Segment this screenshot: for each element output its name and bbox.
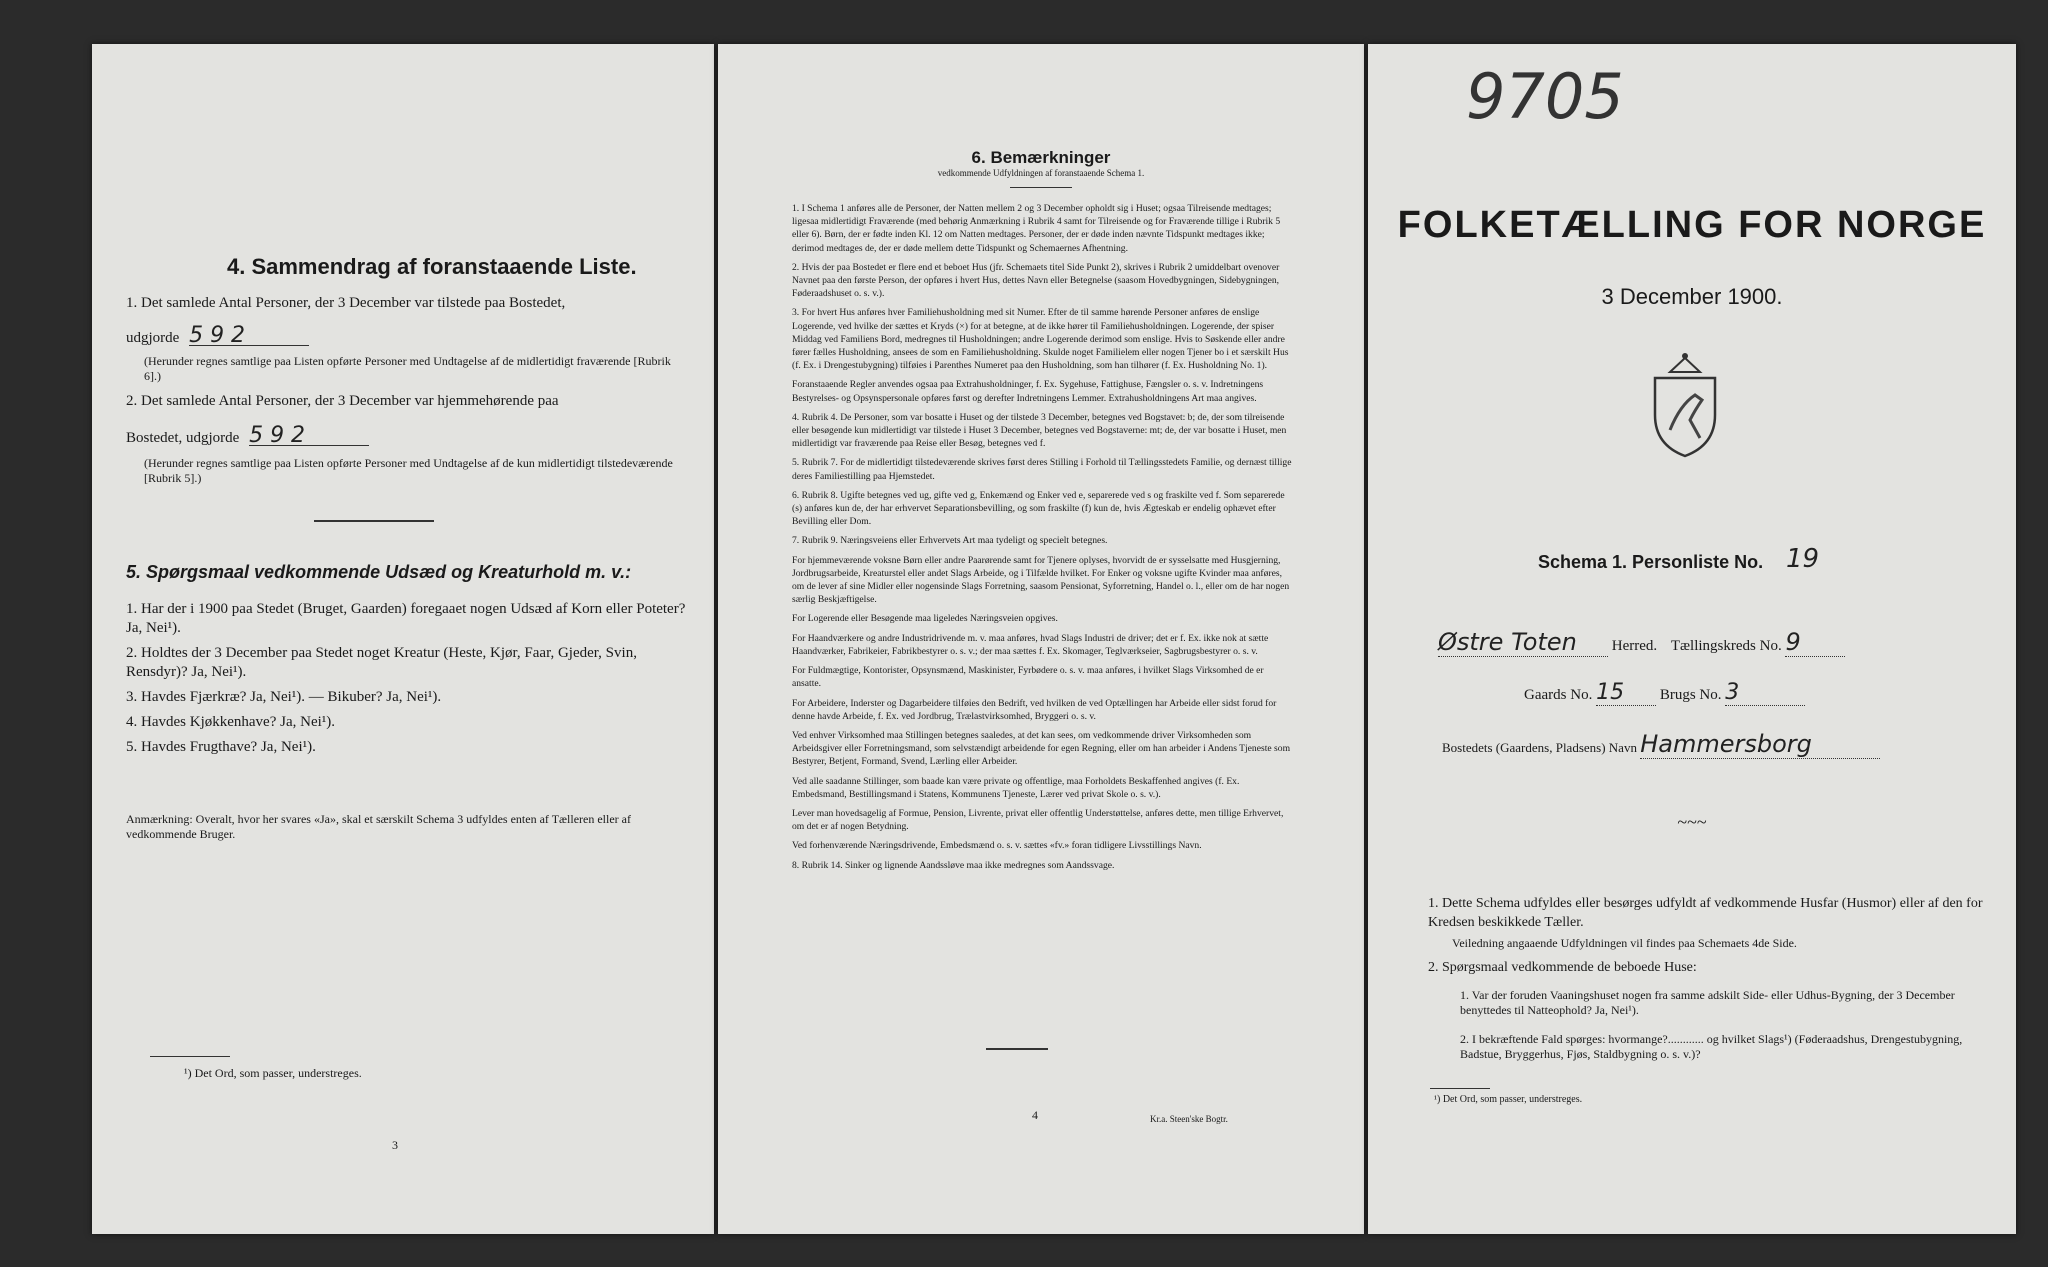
schema-label: Schema 1. Personliste No. xyxy=(1538,552,1764,572)
remark-3b: Foranstaaende Regler anvendes ogsaa paa Extrahusholdninger, f. Ex. Sygehuse, Fattighuse, Fængsler o. s. v. Indretningens Bestyrelses- og Opsynspersonale opføres først og derefter Indretningens Lemmer. Extrahusholdningens Art maa angives. xyxy=(792,379,1264,404)
remark-5: 5. Rubrik 7. For de midlertidigt tilstedeværende skrives først deres Stilling i Forhold til Tællingsstedets Familie, og dernæst tillige deres Familiestilling paa Hjemstedet. xyxy=(792,457,1292,482)
bosted-value: Hammersborg xyxy=(1640,730,1880,759)
coat-of-arms-icon xyxy=(1640,350,1730,460)
q1-udgjorde-label: udgjorde xyxy=(126,330,180,346)
right-item-2: 2. Spørgsmaal vedkommende de beboede Huse: xyxy=(1428,960,1697,975)
remark-2: 2. Hvis der paa Bostedet er flere end et beboet Hus (jfr. Schemaets titel Side Punkt 2), skrives i Rubrik 2 umiddelbart ovenover Navnet paa den første Person, der opføres i hvert Hus, dettes Navn eller Betegnelse (saasom Hovedbygningen, Sidebygningen, Føderaadshuset o. s. v.). xyxy=(792,261,1280,300)
right-footnote-rule xyxy=(1430,1088,1490,1089)
remarks-list xyxy=(792,202,1292,878)
q1-text: 1. Det samlede Antal Personer, der 3 December var tilstede paa Bostedet, xyxy=(126,295,566,311)
remarks-title: 6. Bemærkninger xyxy=(971,148,1111,167)
herred-label: Herred. xyxy=(1611,638,1658,654)
footnote-rule xyxy=(150,1056,230,1057)
brugs-label: Brugs No. xyxy=(1659,687,1722,703)
q1-note: (Herunder regnes samtlige paa Listen opførte Personer med Undtagelse af de midlertidigt fraværende [Rubrik 6].) xyxy=(144,354,671,383)
remark-7c: For Haandværkere og andre Industridrivende m. v. maa anføres, hvad Slags Industri de driver; det er f. Ex. ikke nok at sætte Haandværker, Fabrikeier, Fabrikbestyrer o. s. v.; der maa sættes f. Ex. Skomager, Teglværkseier, Sagbrugsbestyrer o. s. v. xyxy=(792,632,1269,657)
census-date: 3 December 1900. xyxy=(1601,284,1783,309)
main-title: FOLKETÆLLING FOR NORGE xyxy=(1397,204,1987,246)
herred-value: Østre Toten xyxy=(1438,628,1608,657)
q5-item-2: 2. Holdtes der 3 December paa Stedet noget Kreatur (Heste, Kjør, Faar, Gjeder, Svin, Rensdyr)? Ja, Nei¹). xyxy=(126,645,637,680)
remark-7: 7. Rubrik 9. Næringsveiens eller Erhvervets Art maa tydeligt og specielt betegnes. xyxy=(792,535,1108,547)
middle-page xyxy=(718,44,1364,1234)
right-page xyxy=(1368,44,2016,1234)
remark-7f: Ved enhver Virksomhed maa Stillingen betegnes saaledes, at det kan sees, om vedkommende driver Virksomheden som Arbeidsgiver eller Forretningsmand, som selvstændigt arbeidende for egen Regning, eller om han arbeider i Andens Tjeneste som Bestyrer, Betjent, Formand, Svend, Lærling eller Arbeider. xyxy=(792,729,1291,768)
remark-7a: For hjemmeværende voksne Børn eller andre Paarørende samt for Tjenere oplyses, hvorvidt de er sysselsatte med Husgjerning, Jordbrugsarbeide, Kreaturstel eller andet Slags Arbeide, og i Tilfælde hvilket. For Enker og voksne ugifte Kvinder maa anføres, om de lever af sine Midler eller nogensinde Slags Forretning, saasom Pensionat, Syforretning, Handel o. l., eller om de har nogen særlig Beskjæftigelse. xyxy=(792,554,1290,606)
q2-bostedet-label: Bostedet, udgjorde xyxy=(126,430,240,446)
remark-7h: Lever man hovedsagelig af Formue, Pension, Livrente, privat eller offentlig Understøttelse, anføres dette, men tillige Erhvervet, om det er af nogen Betydning. xyxy=(792,807,1284,833)
remark-7b: For Logerende eller Besøgende maa ligeledes Næringsveien opgives. xyxy=(792,613,1058,625)
handwritten-number: 9705 xyxy=(1466,60,1624,133)
gaards-value: 15 xyxy=(1596,680,1656,706)
divider xyxy=(314,520,434,522)
right-sub-2: 2. I bekræftende Fald spørges: hvormange?............ og hvilket Slags¹) (Føderaadshus, Drengestubygning, Badstue, Bryggerhus, Fjøs, Staldbygning o. s. v.)? xyxy=(1460,1032,1963,1061)
remarks-subtitle: vedkommende Udfyldningen af foranstaaende Schema 1. xyxy=(937,168,1145,178)
q1-value: 5 9 2 xyxy=(189,326,309,346)
remark-1: 1. I Schema 1 anføres alle de Personer, der Natten mellem 2 og 3 December opholdt sig i Huset; ogsaa Tilreisende medtages; ligesaa midlertidigt Fraværende (med behørig Anmærkning i Rubrik 4 samt for Tilreisende og for Fraværende tillige i Rubrik 5 eller 6). Børn, der er fødte inden Kl. 12 om Natten medtages. Personer, der er døde inden nævnte Tidspunkt medtages ikke; derimod medtages de, der er døde mellem dette Tidspunkt og Schemaernes Afhentning. xyxy=(792,203,1281,254)
q2-note: (Herunder regnes samtlige paa Listen opførte Personer med Undtagelse af de kun midlertidigt tilstedeværende [Rubrik 5].) xyxy=(144,456,673,485)
remark-7e: For Arbeidere, Inderster og Dagarbeidere tilføies den Bedrift, ved hvilken de ved Optællingen har Arbeide eller sidst forud for denne havde Arbeide, f. Ex. ved Jordbrug, Trælastvirksomhed, Bryggeri o. s. v. xyxy=(792,697,1277,722)
q5-item-3: 3. Havdes Fjærkræ? Ja, Nei¹). — Bikuber? Ja, Nei¹). xyxy=(126,689,442,705)
herred-row xyxy=(1438,628,1998,657)
ornament: ~~~ xyxy=(1677,812,1707,832)
q2-value: 5 9 2 xyxy=(249,426,369,446)
anmaerkning: Anmærkning: Overalt, hvor her svares «Ja», skal et særskilt Schema 3 udfyldes enten af Tælleren eller af vedkommende Bruger. xyxy=(126,812,631,841)
remark-6: 6. Rubrik 8. Ugifte betegnes ved ug, gifte ved g, Enkemænd og Enker ved e, separerede ved s og fraskilte ved f. Som separerede (s) anføres kun de, der har erhvervet Separationsbevilling, og som fraskilte (f) kun de, hvis Ægteskab er endelig ophævet efter Bevilling eller Dom. xyxy=(792,489,1285,528)
brugs-value: 3 xyxy=(1725,680,1805,706)
q5-item-1: 1. Har der i 1900 paa Stedet (Bruget, Gaarden) foregaaet nogen Udsæd af Korn eller Poteter? Ja, Nei¹). xyxy=(126,601,686,636)
q2-text: 2. Det samlede Antal Personer, der 3 December var hjemmehørende paa xyxy=(126,393,559,409)
page-number-4: 4 xyxy=(1032,1108,1038,1122)
end-rule xyxy=(986,1048,1048,1050)
right-footnote: ¹) Det Ord, som passer, understreges. xyxy=(1434,1094,1583,1105)
remark-7d: For Fuldmægtige, Kontorister, Opsynsmænd, Maskinister, Fyrbødere o. s. v. maa anføres, i hvilket Slags Virksomhed de er ansatte. xyxy=(792,665,1264,690)
remark-3: 3. For hvert Hus anføres hver Familiehusholdning med sit Numer. Efter de til samme hørende Personer anføres de enslige Logerende, ved hvilke der sættes et Kryds (×) for at betegne, at de ikke hører til Familiehusholdningen. Logerende, der spiser Middag ved Familiens Bord, medregnes til Husholdningen; andre Logerende derimod som enslige. Hvis to Søskende eller andre fører fælles Husholdning, ansees de som en Familiehusholdning. Skulde noget Familielem eller nogen Tjener bo i et særskilt Hus (f. Ex. i Drengestubygning) tilføies i Parenthes Numeret paa den Husholdning, som han tilhører (f. Ex. Husholdning No. 1). xyxy=(792,307,1289,372)
right-item-1-note: Veiledning angaaende Udfyldningen vil findes paa Schemaets 4de Side. xyxy=(1452,936,1797,950)
remark-8: 8. Rubrik 14. Sinker og lignende Aandssløve maa ikke medregnes som Aandssvage. xyxy=(792,859,1115,871)
gaards-label: Gaards No. xyxy=(1524,687,1593,703)
bosted-row xyxy=(1442,730,1880,759)
left-page xyxy=(92,44,714,1234)
right-item-1: 1. Dette Schema udfyldes eller besørges udfyldt af vedkommende Husfar (Husmor) eller af den for Kredsen beskikkede Tæller. xyxy=(1428,896,1983,930)
kreds-label: Tællingskreds No. xyxy=(1670,638,1782,654)
remark-7g: Ved alle saadanne Stillinger, som baade kan være private og offentlige, maa Forholdets Beskaffenhed angives (f. Ex. Embedsmand, Bestillingsmand i Statens, Kommunens Tjeneste, Lærer ved privat Skole o. s. v.). xyxy=(792,775,1240,800)
q5-item-5: 5. Havdes Frugthave? Ja, Nei¹). xyxy=(126,739,316,755)
gaards-row xyxy=(1524,680,1805,706)
footnote: ¹) Det Ord, som passer, understreges. xyxy=(184,1066,362,1080)
kreds-value: 9 xyxy=(1785,628,1845,657)
section4-title: 4. Sammendrag af foranstaaende Liste. xyxy=(227,254,637,279)
section5-list xyxy=(126,600,686,763)
remark-7i: Ved forhenværende Næringsdrivende, Embedsmænd o. s. v. sættes «fv.» foran tidligere Livsstillings Navn. xyxy=(792,840,1202,852)
section5-title: 5. Spørgsmaal vedkommende Udsæd og Kreaturhold m. v.: xyxy=(126,562,632,582)
schema-no: 19 xyxy=(1786,544,1820,574)
q5-item-4: 4. Havdes Kjøkkenhave? Ja, Nei¹). xyxy=(126,714,336,730)
page-number-3: 3 xyxy=(392,1138,398,1152)
printer-mark: Kr.a. Steen'ske Bogtr. xyxy=(1150,1114,1228,1124)
q1-udgjorde xyxy=(126,323,309,348)
title-rule xyxy=(1010,187,1072,188)
bosted-label: Bostedets (Gaardens, Pladsens) Navn xyxy=(1442,740,1637,755)
q2-bostedet xyxy=(126,423,369,448)
right-sub-1: 1. Var der foruden Vaaningshuset nogen fra samme adskilt Side- eller Udhus-Bygning, der 3 December benyttedes til Natteophold? Ja, Nei¹). xyxy=(1460,988,1955,1017)
remark-4: 4. Rubrik 4. De Personer, som var bosatte i Huset og der tilstede 3 December, betegnes ved Bogstavet: b; de, der som tilreisende eller besøgende kun midlertidigt var tilstede i Huset 3 December, betegnes ved Bogstaverne: mt; de, der var bosatte i Huset, men midlertidigt var fraværende paa Reise eller Besøg, betegnes ved f. xyxy=(792,411,1287,450)
